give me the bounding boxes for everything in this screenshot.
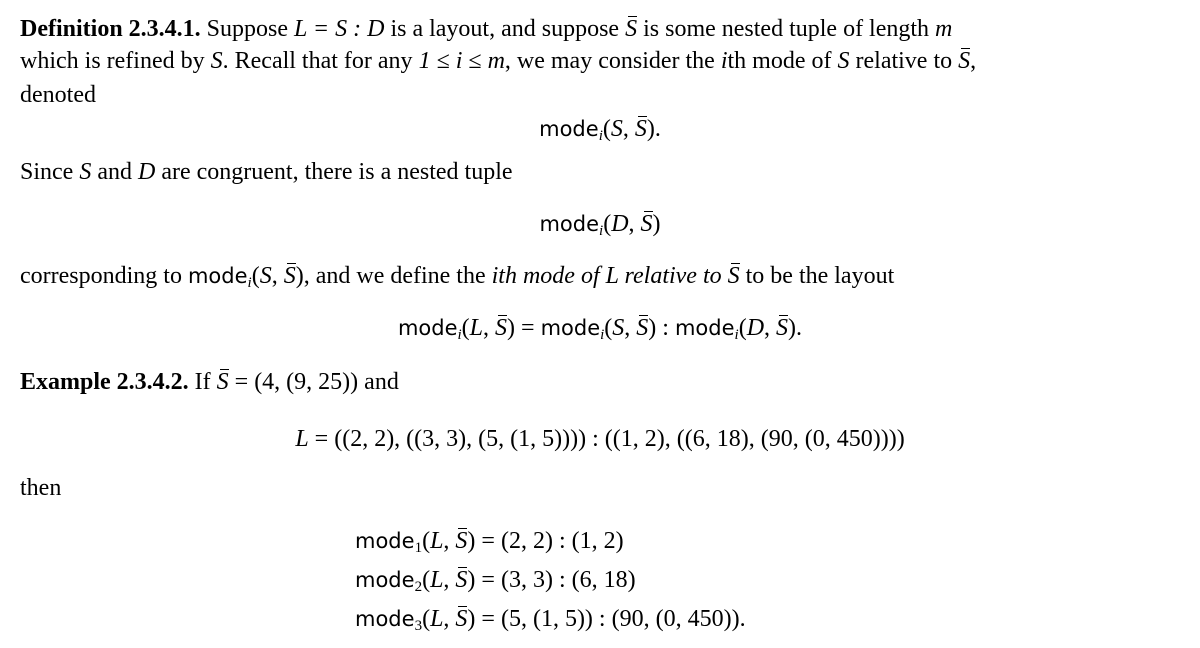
mode-3-equation: mode$_3$(L, S) = (5, (1, 5)) : (90, (0, 450)). bbox=[355, 606, 746, 634]
definition-line-2: which is refined by S. Recall that for any 1 ≤ i ≤ m, we may consider the ith mode of S relative to S, bbox=[20, 48, 977, 74]
definition-heading: Definition 2.3.4.1. bbox=[20, 16, 201, 42]
example-heading: Example 2.3.4.2. bbox=[20, 369, 189, 395]
definition-line-1: Definition 2.3.4.1. Suppose L = S : D is a layout, and suppose S is some nested tuple of length m bbox=[20, 16, 953, 42]
example-line-1: Example 2.3.4.2. If S = (4, (9, 25)) and bbox=[20, 369, 399, 395]
definition-line-3: denoted bbox=[20, 82, 96, 108]
display-layout-l: L = ((2, 2), ((3, 3), (5, (1, 5)))) : ((1, 2), ((6, 18), (90, (0, 450)))) bbox=[295, 426, 905, 452]
definition-line-4: Since S and D are congruent, there is a nested tuple bbox=[20, 159, 513, 185]
mode-1-equation: mode$_1$(L, S) = (2, 2) : (1, 2) bbox=[355, 528, 624, 556]
s-bar-symbol: S bbox=[625, 16, 638, 42]
display-mode-s: mode$_i$(S, S). bbox=[539, 116, 661, 144]
display-mode-d: mode$_i$(D, S) bbox=[539, 211, 661, 239]
then-text: then bbox=[20, 475, 62, 501]
mode-2-equation: mode$_2$(L, S) = (3, 3) : (6, 18) bbox=[355, 567, 636, 595]
definition-line-5: corresponding to mode$_i$(S, S), and we define the ith mode of L relative to S to be the layout bbox=[20, 263, 895, 291]
display-mode-l-definition: mode$_i$(L, S) = mode$_i$(S, S) : mode$_i$(D, S). bbox=[397, 315, 803, 343]
